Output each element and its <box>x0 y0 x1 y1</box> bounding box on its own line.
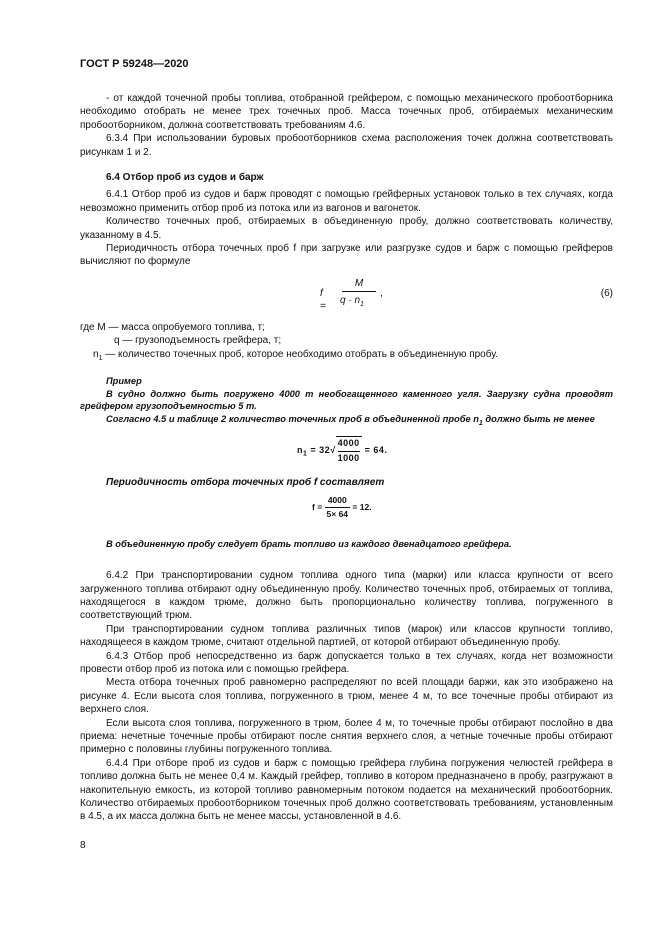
example-text: В судно должно быть погружено 4000 т необогащенного каменного угля. Загрузку судна проводят грейфером грузоподъемностью 5 т. <box>80 388 613 412</box>
page-number: 8 <box>80 840 86 851</box>
example-calculation-1 <box>80 434 613 468</box>
calc1-lhs: n <box>297 445 303 456</box>
paragraph: Если высота слоя топлива, погруженного в трюм, более 4 м, то точечные пробы отбирают послойно в два приема: нечетные точечные пробы отбирают после снятия верхнего слоя, а четные точечные пробы отбирают примерно с половины глубины погруженного топлива. <box>80 717 613 756</box>
standard-header: ГОСТ Р 59248—2020 <box>80 58 189 70</box>
symbol-desc: — грузоподъемность грейфера, т; <box>119 335 282 347</box>
calc1-den: 1000 <box>338 451 360 465</box>
calc1-lhs-sub: 1 <box>303 450 308 458</box>
example-subscript: 1 <box>478 419 483 427</box>
paragraph: 6.4.1 Отбор проб из судов и барж проводят с помощью грейферных установок только в тех случаях, когда невозможно применить отбор проб из потока или из вагонов и вагонеток. <box>80 189 613 214</box>
calc1-result: = 64. <box>361 445 388 456</box>
symbol: n <box>93 348 99 360</box>
formula-denominator <box>340 294 384 311</box>
symbol-desc: — масса опробуемого топлива, т; <box>105 321 265 333</box>
sqrt-sign-icon: √ <box>330 445 336 456</box>
paragraph: Количество точечных проб, отбираемых в объединенную пробу, должно соответствовать количеству, указанному в 4.5. <box>80 216 613 241</box>
calc1-coef: = 32 <box>307 445 331 456</box>
paragraph: 6.4.4 При отборе проб из судов и барж с помощью грейфера глубина погружения челюстей грейфера в топливо должна быть не менее 0,4 м. Каждый грейфер, топливо в котором предназначено в пробу, разгружают в накопительную емкость, из которой топливо равномерным потоком подается на механический пробоотборник. Количество отбираемых пробоотборником точечных проб должно соответствовать требованиям, установленным в 4.5, а их масса должна быть не менее массы, установленной в 4.6. <box>80 757 613 823</box>
example-text-part: Согласно 4.5 и таблице 2 количество точечных проб в объединенной пробе n <box>106 413 479 424</box>
calc2-expression <box>312 494 372 522</box>
calc1-root <box>336 436 362 465</box>
paragraph: - от каждой точечной пробы топлива, отобранной грейфером, с помощью механического пробоотборника необходимо отобрать не менее трех точечных проб. Масса точечных проб, отбираемых механическим пробоотборником, должна соответствовать требованиям 4.6. <box>80 93 613 131</box>
definition-line <box>80 334 613 347</box>
example-label: Пример <box>106 376 142 387</box>
symbol-definitions <box>80 321 613 365</box>
denominator-text: q · n <box>340 294 361 306</box>
paragraph: При транспортировании судном топлива различных типов (марок) или классов крупности топливо, находящееся в каждом трюме, считают отдельной партией, от которой отбирают объединенную пробу. <box>80 623 613 649</box>
example-calculation-2 <box>80 494 613 524</box>
formula-numerator: M <box>354 277 364 289</box>
calc1-num: 4000 <box>337 438 360 449</box>
symbol-subscript: 1 <box>98 354 103 362</box>
page-content <box>80 92 613 824</box>
example-heading: Периодичность отбора точечных проб f составляет <box>106 477 385 489</box>
definition-line <box>80 321 613 334</box>
example-conclusion: В объединенную пробу следует брать топливо из каждого двенадцатого грейфера. <box>106 538 512 549</box>
calc1-expression <box>297 436 387 465</box>
paragraph: 6.4.3 Отбор проб непосредственно из барж допускается только в тех случаях, когда нет возможности провести отбор проб из потока или с помощью грейфера. <box>80 650 613 675</box>
calc2-lhs: f = <box>312 501 325 512</box>
calc2-fraction <box>325 494 351 522</box>
formula-lhs: f = <box>320 287 326 313</box>
section-heading: 6.4 Отбор проб из судов и барж <box>106 172 264 184</box>
paragraph: 6.4.2 При транспортировании судном топлива одного типа (марки) или класса крупности от всего загруженного топлива отбирают одну объединенную пробу. Количество точечных проб, отбираемых от топлива, находящегося в каждом трюме, должно быть пропорционально количеству топлива, погруженного в соответствующий трюм. <box>80 570 613 622</box>
paragraph: Места отбора точечных проб равномерно распределяют по всей площади баржи, как это изображено на рисунке 4. Если высота слоя топлива, погруженного в трюм, менее 4 м, то все точечные пробы отбирают из верхнего слоя. <box>80 677 613 716</box>
symbol: где M <box>80 321 106 333</box>
symbol: q <box>114 335 120 347</box>
formula-comma: , <box>380 287 383 299</box>
paragraph: 6.3.4 При использовании буровых пробоотборников схема расположения точек должна соответствовать рисункам 1 и 2. <box>80 133 613 158</box>
calc2-result: = 12. <box>350 501 372 512</box>
definition-line <box>80 348 613 365</box>
calc2-den: 5× 64 <box>326 509 349 520</box>
symbol-desc: — количество точечных проб, которое необходимо отобрать в объединенную пробу. <box>102 348 499 360</box>
example-text <box>80 413 613 430</box>
equation-number: (6) <box>600 287 613 299</box>
paragraph: Периодичность отбора точечных проб f при загрузке или разгрузке судов и барж с помощью грейферов вычисляют по формуле <box>80 243 613 268</box>
calc2-num: 4000 <box>325 494 351 508</box>
denominator-subscript: 1 <box>360 300 364 308</box>
fraction-line <box>342 291 376 292</box>
example-text-part: должно быть не менее <box>482 413 595 424</box>
formula-6 <box>80 275 613 317</box>
